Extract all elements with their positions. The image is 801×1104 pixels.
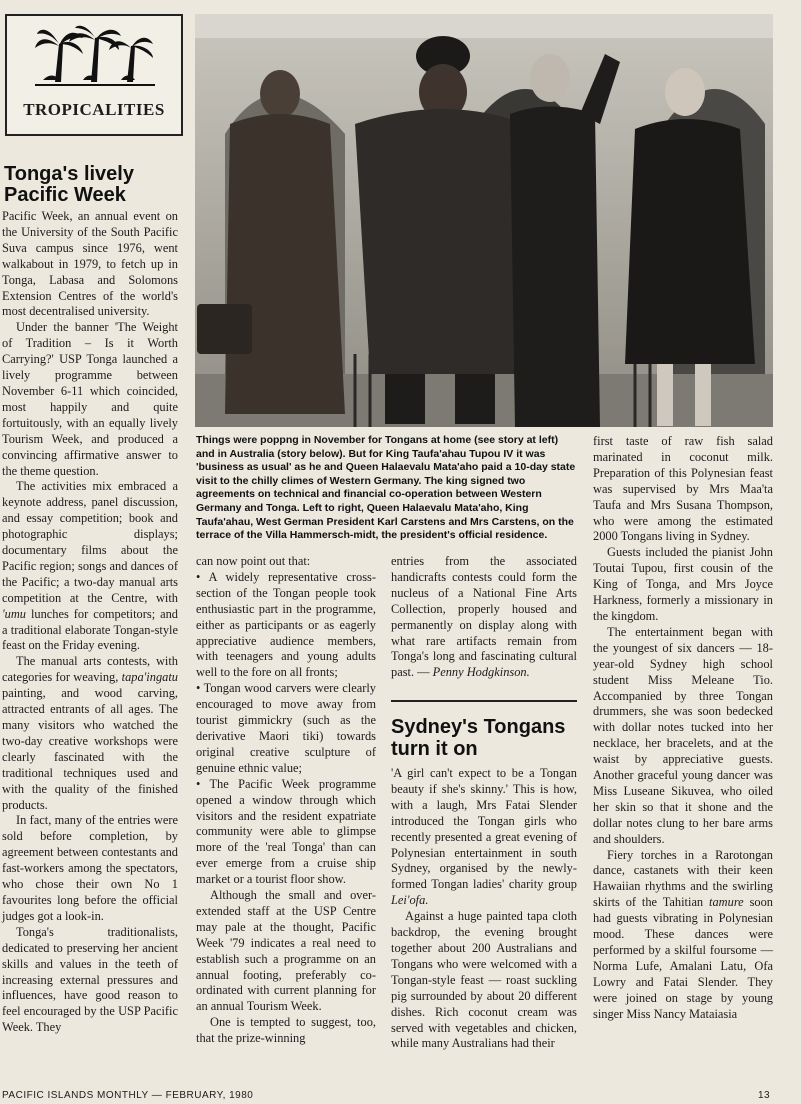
photo-image xyxy=(195,14,773,427)
paragraph: The manual arts contests, with categories for weaving, tapa'ingatu painting, and wood carving, attracted entrants of all ages. The many visitors who watched the two-day creative workshops were clearly fascinated with the traditional techniques used and with the quality of the finished products. xyxy=(2,654,178,812)
article-column-3-top xyxy=(391,554,577,681)
masthead-box xyxy=(5,14,183,136)
paragraph: 'A girl can't expect to be a Tongan beauty if she's skinny.' This is how, with a laugh, Mrs Fatai Slender introduced the Tongan girls who recently presented a great evening of Polynesian entertainment in south Sydney, organised by the newly-formed Tongan ladies' charity group Lei'ofa. xyxy=(391,766,577,908)
section-divider xyxy=(391,700,577,702)
paragraph: Under the banner 'The Weight of Tradition – Is it Worth Carrying?' USP Tonga launched a lively programme between November 6-11 which coincided, most happily and quite fortuitously, with an equally lively Tourism Week, and produced a convincing affirmative answer to the theme question. xyxy=(2,320,178,478)
bullet-item: • A widely representative cross-section of the Tongan people took enthusiastic part in the programme, either as participants or as eagerly appreciative audience members, with teenagers and young adults well to the fore on all fronts; xyxy=(196,569,376,680)
paragraph: entries from the associated handicrafts contests could form the nucleus of a National Fine Arts Collection, properly housed and permanently on display along with what rare artifacts remain from Tonga's long and fascinating cultural past. — Penny Hodgkinson. xyxy=(391,554,577,680)
article-column-2 xyxy=(196,554,376,1047)
paragraph: In fact, many of the entries were sold before completion, by agreement between contestants and fast-workers among the spectators, who chose their own No 1 favourites long before the official judges got a look-in. xyxy=(2,813,178,923)
bullet-item: • The Pacific Week programme opened a window through which visitors and the resident expatriate community were able to glimpse more of the 'real Tonga' than can ever emerge from a cruise ship market or a tourist floor show. xyxy=(196,776,376,887)
royal-visit-photo xyxy=(195,14,773,427)
paragraph: One is tempted to suggest, too, that the prize-winning xyxy=(196,1015,376,1046)
article-headline-tonga: Tonga's lively Pacific Week xyxy=(4,163,134,206)
paragraph: Tonga's traditionalists, dedicated to preserving her ancient skills and values in the teeth of increasing external pressures and influences, have good reason to feel encouraged by the USP Pacific Week. They xyxy=(2,924,178,1035)
article-column-4 xyxy=(593,434,773,1023)
article-column-1 xyxy=(2,209,178,1036)
paragraph: Although the small and over-extended staff at the USP Centre may pale at the thought, Pacific Week '79 indicates a real need to establish such a programme on an annual footing, preferably co-ordinated with current planning for an annual Tourism Week. xyxy=(196,888,376,1014)
article-headline-sydney: Sydney's Tongans turn it on xyxy=(391,716,566,760)
paragraph: The entertainment began with the youngest of six dancers — 18-year-old Sydney high school student Miss Meleane Tio. Accompanied by three Tongan drummers, she was soon bedecked with dollar notes tucked into her necklace, her bracelets, and at the waist by appreciative guests. Another graceful young dancer was Miss Luseane Sikuvea, who oiled her skin so that it shone and the dollar notes clung to her bare arms and shoulders. xyxy=(593,624,773,846)
paragraph: Fiery torches in a Rarotongan dance, castanets with their keen Hawaiian rhythms and the swirling skirts of the Tahitian tamure soon had guests vibrating in Polynesian mood. These dances were performed by a skilful foursome — Norma Lufe, Amalani Latu, Ofa Lowry and Fatai Slender. They were joined on stage by young singer Miss Nancy Mataiasia xyxy=(593,847,773,1021)
paragraph: can now point out that: xyxy=(196,554,311,568)
photo-caption: Things were poppng in November for Tongans at home (see story at left) and in Australia (story below). But for King Taufa'ahau Tupou IV it was 'business as usual' as he and Queen Halaevalu Mata'aho paid a 10-day state visit to the chilly climes of Western Germany. The king signed two agreements on technical and financial co-operation between Western Germany and Tonga. Left to right, Queen Halaevalu Mata'aho, King Taufa'ahau, West German President Karl Carstens and Mrs Carstens, on the terrace of the Villa Hammersch-midt, the president's official residence. xyxy=(196,434,576,542)
page-number: 13 xyxy=(758,1090,771,1101)
paragraph: Pacific Week, an annual event on the University of the South Pacific Suva campus since 1976, went walkabout in 1979, to fetch up in Tonga, Labasa and Solomons Extension Centres of the world's most decentralised university. xyxy=(2,209,178,319)
paragraph: The activities mix embraced a keynote address, panel discussion, and essay competition; book and photographic displays; documentary films about the Pacific region; songs and dances of the Pacific; a two-day manual arts competition at the Centre, with 'umu lunches for competitors; and a traditional elaborate Tongan-style feast on the Friday evening. xyxy=(2,479,178,653)
masthead-label: TROPICALITIES xyxy=(23,100,165,119)
article-column-3-bottom xyxy=(391,766,577,1052)
bullet-item: • Tongan wood carvers were clearly encouraged to move away from tourist gimmickry (such as the derivative Maori tiki) towards original creative sculpture of genuine ethnic value; xyxy=(196,681,376,775)
palm-trees-logo xyxy=(35,24,155,86)
byline: Penny Hodgkinson. xyxy=(432,665,530,680)
paragraph: first taste of raw fish salad marinated in coconut milk. Preparation of this Polynesian feast was supervised by Mrs Maa'ta Taufa and Mrs Susana Thompson, who were among the estimated 2000 Tongans living in Sydney. xyxy=(593,434,773,544)
paragraph: Against a huge painted tapa cloth backdrop, the evening brought together about 200 Australians and Tongans who were welcomed with a Tongan-style feast — roast suckling pig surrounded by about 20 different dishes. Rich coconut cream was served with vegetables and chicken, while many Australians had their xyxy=(391,909,577,1051)
paragraph: Guests included the pianist John Toutai Tupou, first cousin of the King of Tonga, and Mrs Joyce Harkness, formerly a missionary in the kingdom. xyxy=(593,545,773,623)
footer-publication: PACIFIC ISLANDS MONTHLY — FEBRUARY, 1980 xyxy=(2,1090,254,1101)
